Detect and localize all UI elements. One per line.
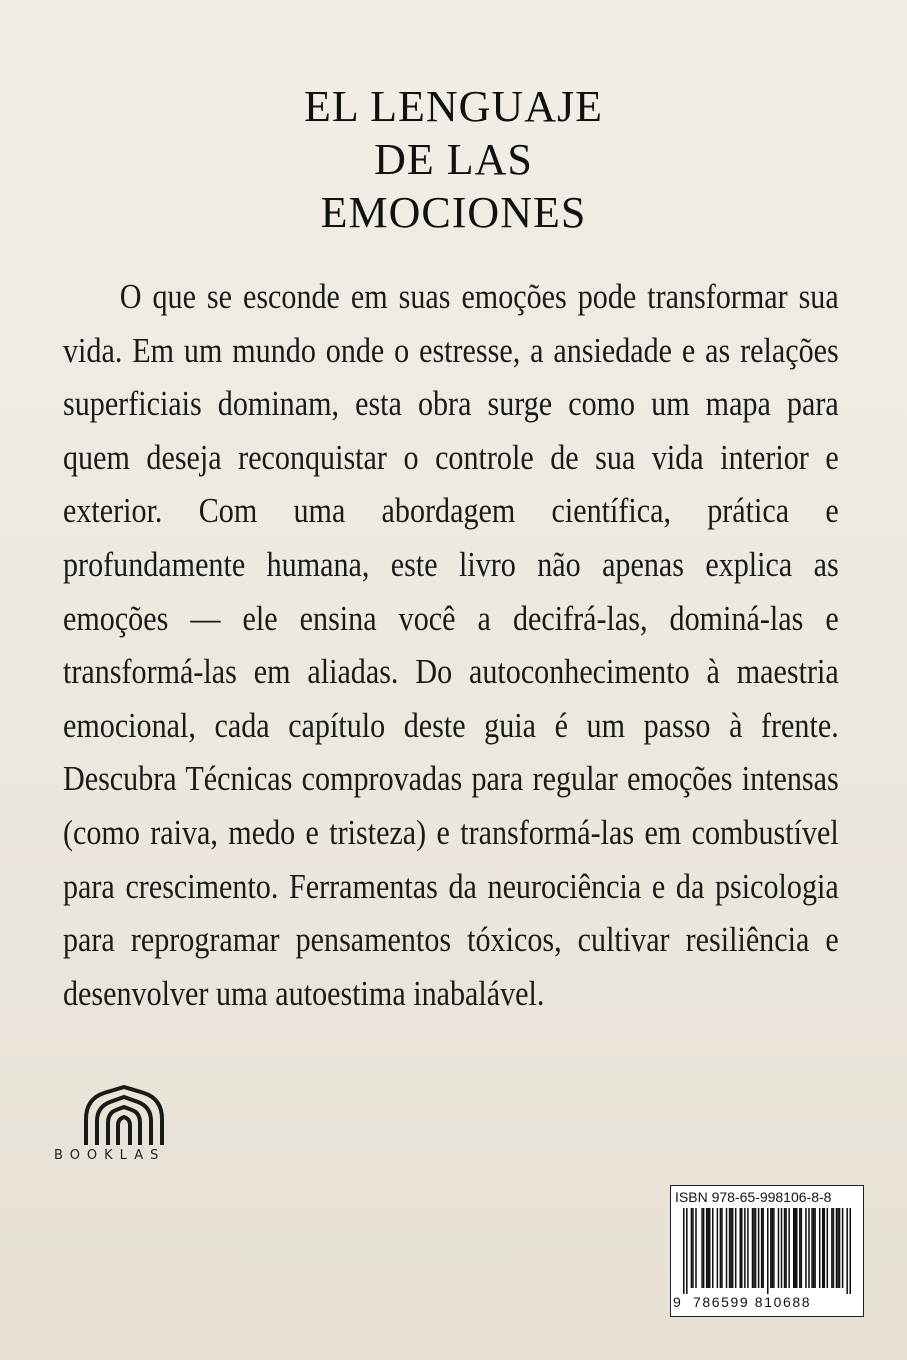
barcode-bar (846, 1208, 848, 1294)
barcode-bar (701, 1208, 703, 1288)
barcode-bar (772, 1208, 774, 1288)
barcode-bar (808, 1208, 810, 1288)
barcode-bars (683, 1208, 851, 1294)
barcode-bar (717, 1208, 719, 1288)
barcode-bar (707, 1208, 709, 1288)
barcode-bar (770, 1208, 772, 1288)
barcode-bar (773, 1208, 775, 1288)
barcode-bar (712, 1208, 714, 1288)
barcode-bar (767, 1208, 769, 1294)
publisher-logo (54, 1085, 194, 1165)
barcode-bar (831, 1208, 833, 1288)
barcode-bar (822, 1208, 824, 1288)
title-line-1: EL LENGUAJE (304, 82, 603, 131)
barcode-bar (781, 1208, 783, 1288)
barcode-bar (788, 1208, 790, 1288)
barcode-bar (784, 1208, 786, 1288)
barcode-bar (842, 1208, 844, 1288)
barcode-digit-first: 9 (673, 1294, 681, 1310)
barcode-digits-rest: 786599 810688 (693, 1294, 812, 1310)
barcode-bar (721, 1208, 723, 1288)
blurb-text: O que se esconde em suas emoções pode transformar sua vida. Em um mundo onde o estresse, a ansiedade e as relações superficiais dominam, esta obra surge como um mapa para quem deseja reconquistar o controle de sua vida interior e exterior. Com uma abordagem científica, prática e profundamente humana, este livro não apenas explica as emoções — ele ensina você a decifrá-las, dominá-las e transformá-las em aliadas. Do autoconhecimento à maestria emocional, cada capítulo deste guia é um passo à frente. Descubra Técnicas comprovadas para regular emoções intensas (como raiva, medo e tristeza) e transformá-las em combustível para crescimento. Ferramentas da neurociência e da psicologia para reprogramar pensamentos tóxicos, cultivar resiliência e desenvolver uma autoestima inabalável. (63, 277, 839, 1013)
barcode-bar (753, 1208, 755, 1288)
barcode-bar (740, 1208, 742, 1288)
barcode-bar (827, 1208, 829, 1288)
arch-logo-icon (82, 1085, 166, 1147)
barcode-bar (794, 1208, 796, 1288)
barcode-bar (726, 1208, 728, 1288)
barcode-bar (709, 1208, 711, 1288)
barcode-bar (720, 1208, 722, 1288)
isbn-label: ISBN 978-65-998106-8-8 (675, 1189, 832, 1205)
barcode-bar (735, 1208, 737, 1288)
barcode-bar (837, 1208, 839, 1288)
barcode-bar (695, 1208, 697, 1288)
barcode-bar (849, 1208, 851, 1294)
title-line-2: DE LAS (374, 135, 533, 184)
barcode-bar (796, 1208, 798, 1288)
barcode-bar (836, 1208, 838, 1288)
barcode-bar (778, 1208, 780, 1288)
barcode-bar (747, 1208, 749, 1288)
barcode-bar (761, 1208, 763, 1288)
barcode-bar (730, 1208, 732, 1288)
barcode-bar (752, 1208, 754, 1288)
barcode-bar (799, 1208, 801, 1288)
barcode-bar (755, 1208, 757, 1288)
barcode-bar (811, 1208, 813, 1288)
barcode-bar (839, 1208, 841, 1288)
barcode-bar (793, 1208, 795, 1288)
barcode-bar (785, 1208, 787, 1288)
back-cover-blurb (63, 270, 843, 1020)
barcode-bar (744, 1208, 746, 1288)
barcode-bar (814, 1208, 816, 1288)
isbn-barcode (670, 1185, 864, 1317)
barcode-bar (833, 1208, 835, 1288)
barcode-bar (741, 1208, 743, 1288)
barcode-bar (686, 1208, 688, 1294)
barcode-bar (706, 1208, 708, 1288)
barcode-bar (703, 1208, 705, 1288)
barcode-bar (819, 1208, 821, 1288)
barcode-bar (805, 1208, 807, 1288)
book-title (0, 80, 907, 239)
barcode-bar (801, 1208, 803, 1288)
barcode-bar (824, 1208, 826, 1288)
barcode-bar (813, 1208, 815, 1288)
barcode-bar (762, 1208, 764, 1288)
barcode-bar (732, 1208, 734, 1288)
barcode-bar (729, 1208, 731, 1288)
publisher-name: BOOKLAS (54, 1148, 166, 1163)
barcode-bar (692, 1208, 694, 1288)
barcode-bar (758, 1208, 760, 1288)
barcode-bar (683, 1208, 685, 1294)
title-line-3: EMOCIONES (320, 188, 587, 237)
barcode-bar (691, 1208, 693, 1288)
